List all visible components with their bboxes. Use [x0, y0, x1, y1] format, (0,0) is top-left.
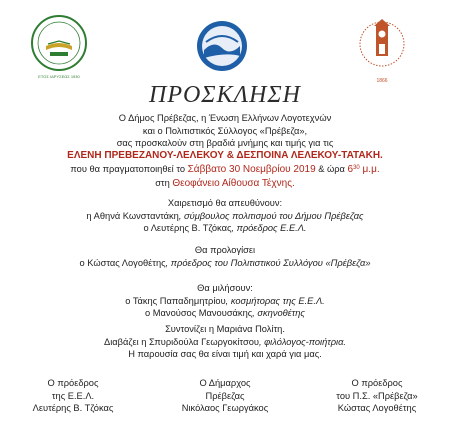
logo-row: [0, 14, 450, 84]
intro-line-2: και ο Πολιτιστικός Σύλλογος «Πρέβεζα»,: [142, 125, 308, 136]
coordinator-name: Μαριάνα Πολίτη.: [216, 324, 285, 334]
speaker-1-role: , κοσμήτορας της Ε.Ε.Λ.: [225, 295, 325, 306]
greeting-2-role: , πρόεδρος Ε.Ε.Λ.: [231, 223, 307, 234]
greetings-block: [0, 197, 450, 235]
reader-role: , φιλόλογος-ποιήτρια.: [258, 336, 346, 347]
literary-society-logo: [30, 14, 88, 72]
honoree-1: ΕΛΕΝΗ ΠΡΕΒΕΖΑΝΟΥ-ΛΕΛΕΚΟΥ: [67, 149, 224, 161]
signature-3-org: του Π.Σ. «Πρέβεζα»: [336, 390, 418, 401]
signature-1-name: Λευτέρης Β. Τζόκας: [32, 403, 114, 414]
coordinator-line: [0, 323, 450, 336]
coordinator-prefix: Συντονίζει η: [165, 324, 217, 334]
greeting-1: [0, 210, 450, 223]
greetings-heading: Χαιρετισμό θα απευθύνουν:: [167, 198, 283, 208]
seal-year: 1866: [376, 78, 388, 84]
greeting-1-role: , σύμβουλος πολιτισμού του Δήμου Πρέβεζας: [178, 210, 364, 221]
signature-3-name: Κώστας Λογοθέτης: [337, 403, 417, 414]
signature-2-name: Νικόλαος Γεωργάκος: [181, 403, 269, 414]
prologue-block: [0, 244, 450, 269]
speaker-2: [0, 307, 450, 320]
signature-3-title: Ο πρόεδρος: [351, 378, 403, 388]
event-place: Θεοφάνειο Αίθουσα Τέχνης.: [172, 177, 295, 189]
speakers-heading: Θα μιλήσουν:: [197, 283, 253, 293]
event-time: [348, 164, 380, 175]
prologue-heading: Θα προλογίσει: [194, 245, 256, 255]
time-minutes: 30: [353, 165, 360, 172]
honoree-2: ΔΕΣΠΟΙΝΑ ΛΕΛΕΚΟΥ-ΤΑΤΑΚΗ.: [236, 149, 383, 161]
intro-line-1: Ο Δήμος Πρέβεζας, η Ένωση Ελλήνων Λογοτεχνών: [118, 113, 332, 123]
signature-2-org: Πρέβεζας: [205, 390, 245, 401]
event-place-line: [0, 177, 450, 191]
intro-line-3: σας προσκαλούν στη βραδιά μνήμης και τιμής για τις: [116, 138, 334, 149]
signature-3: [302, 377, 450, 415]
speakers-block: [0, 282, 450, 320]
page-title: ΠΡΟΣΚΛΗΣΗ: [148, 82, 301, 108]
event-when-line: [0, 162, 450, 177]
signature-2: [150, 377, 300, 415]
reader-name: Σπυριδούλα Γεωργοκίτσου: [149, 336, 259, 347]
greeting-2-name: ο Λευτέρης Β. Τζόκας: [143, 223, 232, 234]
intro-block: [0, 112, 450, 191]
time-hour: 6: [347, 164, 354, 176]
speaker-2-role: , σκηνοθέτης: [252, 308, 305, 319]
municipal-seal-logo: [358, 16, 406, 78]
greeting-1-name: η Αθηνά Κωνσταντάκη: [86, 210, 179, 221]
prologue-name: ο Κώστας Λογοθέτης: [79, 257, 166, 268]
place-prefix: στη: [155, 177, 173, 188]
founding-caption: ΕΤΟΣ ΙΔΡΥΣΕΩΣ 1930: [38, 74, 80, 79]
signature-2-title: Ο Δήμαρχος: [199, 378, 251, 388]
speaker-2-name: ο Μανούσος Μανουσάκης: [145, 308, 253, 319]
event-date: Σάββατο 30 Νοεμβρίου 2019: [187, 164, 316, 176]
reader-prefix: Διαβάζει η: [103, 336, 150, 347]
closing-remark: Η παρουσία σας θα είναι τιμή και χαρά για μας.: [128, 349, 322, 360]
speaker-1: [0, 295, 450, 308]
prologue-speaker: [0, 257, 450, 270]
signature-1: [0, 377, 148, 415]
signature-1-title: Ο πρόεδρος: [47, 378, 99, 388]
reader-line: [0, 336, 450, 349]
speaker-1-name: ο Τάκης Παπαδημητρίου: [125, 295, 226, 306]
signature-1-org: της Ε.Ε.Λ.: [51, 390, 95, 401]
time-prefix: & ώρα: [315, 164, 348, 175]
closing-block: [0, 323, 450, 361]
time-suffix: μ.μ.: [359, 164, 380, 176]
when-prefix: που θα πραγματοποιηθεί το: [70, 164, 188, 175]
prologue-role: , πρόεδρος του Πολιτιστικού Συλλόγου «Πρέβεζα»: [165, 257, 371, 268]
honorees-line: [0, 150, 450, 163]
greeting-2: [0, 222, 450, 235]
cultural-society-logo: [196, 20, 248, 72]
honorees-amp: &: [223, 149, 237, 161]
